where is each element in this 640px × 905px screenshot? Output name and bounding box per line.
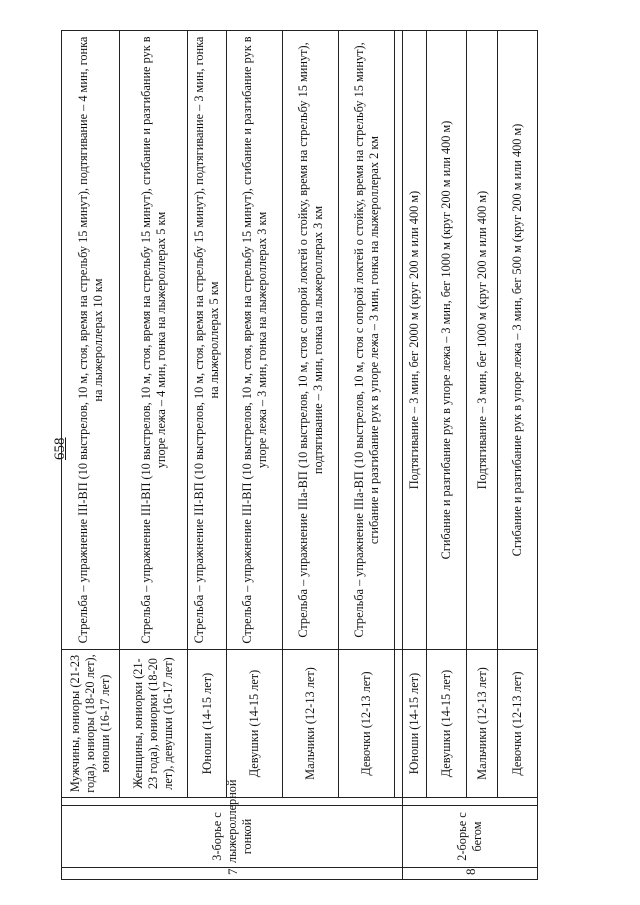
spacer-cell: [403, 798, 538, 806]
age-group: Юноши (14-15 лет): [403, 650, 427, 798]
table-row: [188, 31, 227, 880]
age-group: Мальчики (12-13 лет): [467, 650, 498, 798]
event-description: Стрельба – упражнение III-ВП (10 выстрелов, 10 м, стоя, время на стрельбу 15 минут), сгибание и разгибание рук в упоре лежа – 4 мин, гонка на лыжероллерах 5 км: [120, 31, 188, 650]
event-description: Стрельба – упражнение IIIа-ВП (10 выстрелов, 10 м, стоя с опорой локтей о стойку, время на стрельбу 15 минут), сгибание и разгибание рук в упоре лежа – 3 мин, гонка на лыжероллерах 2 км: [339, 31, 395, 650]
event-description: Подтягивание – 3 мин, бег 2000 м (круг 200 м или 400 м): [403, 31, 427, 650]
section-number: 7: [62, 868, 403, 880]
table-row: [339, 31, 395, 880]
event-description: Подтягивание – 3 мин, бег 1000 м (круг 200 м или 400 м): [467, 31, 498, 650]
sport-name: 2-борье с бегом: [403, 806, 538, 868]
disciplines-table: [61, 30, 538, 880]
table-row-gap: [395, 31, 403, 880]
age-group: Девушки (14-15 лет): [427, 650, 467, 798]
table-row: [62, 31, 120, 880]
event-description: Сгибание и разгибание рук в упоре лежа – 3 мин, бег 500 м (круг 200 м или 400 м): [498, 31, 538, 650]
event-description: Стрельба – упражнение III-ВП (10 выстрелов, 10 м, стоя, время на стрельбу 15 минут), подтягивание – 4 мин, гонка на лыжероллерах 10 км: [62, 31, 120, 650]
age-group: Юноши (14-15 лет): [188, 650, 227, 798]
gap-cell: [395, 650, 403, 798]
table-row: [120, 31, 188, 880]
table-row: [403, 31, 427, 880]
table-row: [467, 31, 498, 880]
age-group: Мужчины, юниоры (21-23 года), юниоры (18-20 лет), юноши (16-17 лет): [62, 650, 120, 798]
table-row: [283, 31, 339, 880]
section-number: 8: [403, 868, 538, 880]
age-group: Девочки (12-13 лет): [498, 650, 538, 798]
table-row: [227, 31, 283, 880]
age-group: Женщины, юниорки (21-23 года), юниорки (18-20 лет), девушки (16-17 лет): [120, 650, 188, 798]
age-group: Мальчики (12-13 лет): [283, 650, 339, 798]
event-description: Сгибание и разгибание рук в упоре лежа – 3 мин, бег 1000 м (круг 200 м или 400 м): [427, 31, 467, 650]
sport-name: 3-борье с лыжероллерной гонкой: [62, 806, 403, 868]
table-row: [427, 31, 467, 880]
event-description: Стрельба – упражнение III-ВП (10 выстрелов, 10 м, стоя, время на стрельбу 15 минут), сгибание и разгибание рук в упоре лежа – 3 мин, гонка на лыжероллерах 3 км: [227, 31, 283, 650]
table-row: [498, 31, 538, 880]
event-description: Стрельба – упражнение III-ВП (10 выстрелов, 10 м, стоя, время на стрельбу 15 минут), подтягивание – 3 мин, гонка на лыжероллерах 5 км: [188, 31, 227, 650]
event-description: Стрельба – упражнение IIIа-ВП (10 выстрелов, 10 м, стоя с опорой локтей о стойку, время на стрельбу 15 минут), подтягивание – 3 мин, гонка на лыжероллерах 3 км: [283, 31, 339, 650]
age-group: Девочки (12-13 лет): [339, 650, 395, 798]
age-group: Девушки (14-15 лет): [227, 650, 283, 798]
gap-cell: [395, 31, 403, 650]
page-number: 658: [52, 437, 68, 460]
